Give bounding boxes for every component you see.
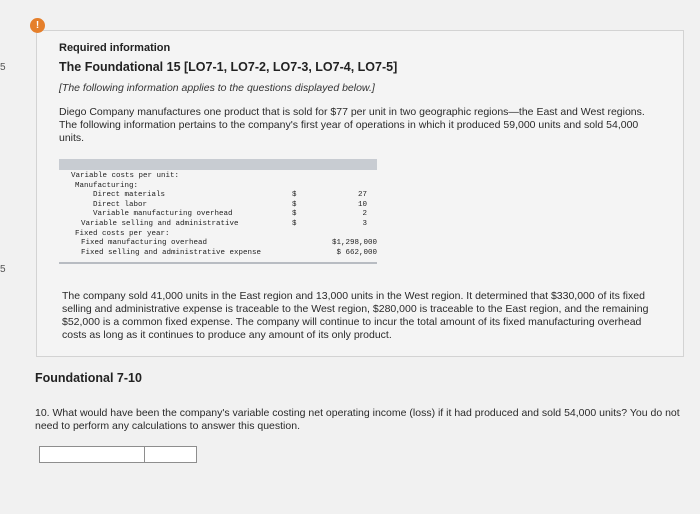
row-label: Manufacturing: [75, 181, 139, 190]
margin-number: 5 [0, 264, 6, 275]
table-row [59, 220, 377, 230]
dollar-sign: $ [292, 219, 297, 228]
row-label: Variable manufacturing overhead [93, 210, 233, 219]
required-info-label: Required information [59, 42, 171, 54]
margin-number: 5 [0, 62, 6, 73]
row-value: $1,298,000 [331, 239, 377, 248]
table-bottom-rule [59, 262, 377, 264]
table-row [59, 201, 377, 211]
question-text: 10. What would have been the company's variable costing net operating income (loss) if it had produced and sold 54,000 units? You do not need to perform any calculations to answer this question. [35, 407, 680, 432]
instruction-text: [The following information applies to the questions displayed below.] [59, 82, 375, 94]
answer-label-cell[interactable] [40, 447, 145, 462]
answer-value-cell[interactable] [145, 447, 196, 462]
row-label: Fixed manufacturing overhead [81, 239, 208, 248]
alert-icon: ! [30, 18, 45, 33]
dollar-sign: $ [292, 191, 297, 200]
row-value: 27 [357, 191, 367, 200]
table-row [59, 191, 377, 201]
problem-title: The Foundational 15 [LO7-1, LO7-2, LO7-3, LO7-4, LO7-5] [59, 60, 398, 74]
table-row [59, 239, 377, 249]
table-header-bar [59, 159, 377, 170]
section-title: Foundational 7-10 [35, 371, 142, 385]
cost-table [59, 159, 377, 264]
region-note-paragraph: The company sold 41,000 units in the East region and 13,000 units in the West region. It determined that $330,000 of its fixed selling and administrative expense is traceable to the West region, $280,000 is traceable to the East region, and the remaining $52,000 is a common fixed expense. The company will continue to incur the total amount of its fixed manufacturing overhead costs as long as it continues to produce any amount of its only product. [62, 290, 649, 341]
required-information-card [36, 30, 684, 357]
table-row [59, 172, 377, 182]
answer-input[interactable] [39, 446, 197, 463]
row-label: Fixed costs per year: [75, 229, 170, 238]
row-label: Direct materials [93, 191, 166, 200]
row-value: 10 [357, 200, 367, 209]
row-label: Direct labor [93, 200, 148, 209]
intro-paragraph: Diego Company manufactures one product that is sold for $77 per unit in two geographic regions—the East and West regions. The following information pertains to the company's first year of operations in which it produced 59,000 units and sold 54,000 units. [59, 106, 645, 144]
row-label: Fixed selling and administrative expense [81, 248, 262, 257]
table-row [59, 230, 377, 240]
dollar-sign: $ [292, 200, 297, 209]
row-label: Variable costs per unit: [71, 172, 180, 180]
dollar-sign: $ [292, 210, 297, 219]
row-value: 3 [362, 219, 367, 228]
table-row [59, 210, 377, 220]
table-row [59, 182, 377, 192]
table-row [59, 249, 377, 259]
row-value: $ 662,000 [336, 248, 377, 257]
row-label: Variable selling and administrative [81, 219, 239, 228]
row-value: 2 [362, 210, 367, 219]
